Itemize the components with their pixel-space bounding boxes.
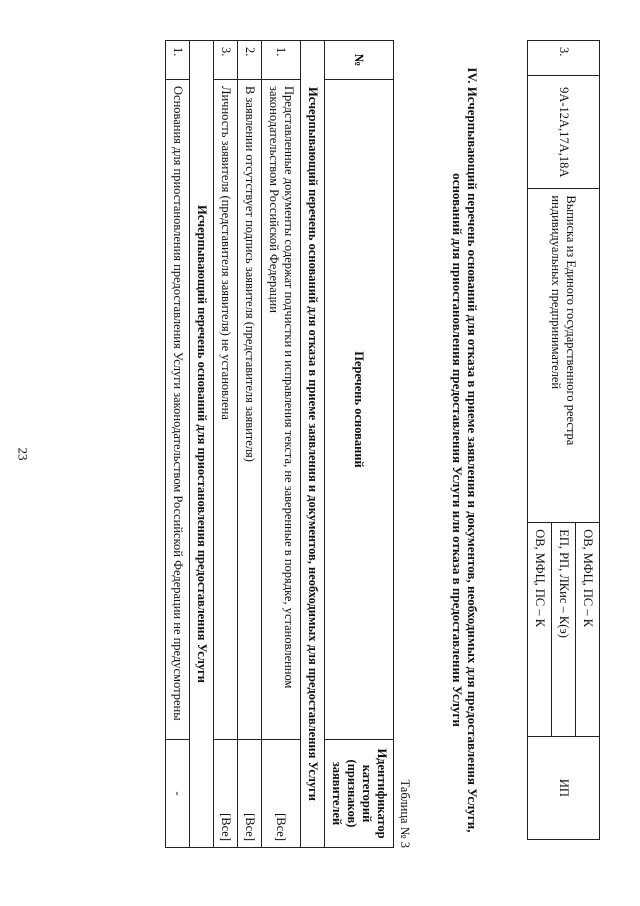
category-identifier: - [166, 740, 190, 848]
table-row [576, 41, 600, 840]
section-row [190, 41, 214, 848]
table-header-row [325, 41, 394, 848]
reason-text: В заявлении отсутствует подпись заявителя (представителя заявителя) [238, 80, 262, 740]
table-row [262, 41, 301, 848]
submission-channel-2: ЕП, РП, ЛКис – К(э) [552, 523, 576, 737]
reason-text: Основания для приостановления предоставления Услуги законодательством Российской Федерации не предусмотрены [166, 80, 190, 740]
header-identifier: Идентификатор категорий (признаков) заявителей [325, 740, 394, 848]
row-number: 3. [214, 41, 238, 80]
section-row [301, 41, 325, 848]
section-title-refusal: Исчерпывающий перечень оснований для отказа в приеме заявления и документов, необходимых для предоставления Услуги [301, 41, 325, 848]
submission-channel-3: ОВ, МФЦ, ПС – К [528, 523, 552, 737]
section-heading: IV. Исчерпывающий перечень оснований для отказа в приеме заявления и документов, необходимых для предоставления Услуги, оснований для приостановления предоставления Услуги или отказа в предоставлении Услуги [450, 67, 480, 833]
category-codes: 9А-12А,17А,18А [528, 76, 600, 189]
row-number: 1. [262, 41, 301, 80]
table-row [238, 41, 262, 848]
category-identifier: [Все] [262, 740, 301, 848]
category-identifier: [Все] [214, 740, 238, 848]
category-identifier: [Все] [238, 740, 262, 848]
header-number: № [325, 41, 394, 80]
reason-text: Представленные документы содержат подчистки и исправления текста, не заверенные в порядке, установленном законодательством Российской Федерации [262, 80, 301, 740]
documents-table-continuation [527, 40, 600, 840]
row-number: 3. [528, 41, 600, 76]
table-row [214, 41, 238, 848]
header-reasons: Перечень оснований [325, 80, 394, 740]
submission-channel-1: ОВ, МФЦ, ПС – К [576, 523, 600, 737]
page-number: 23 [15, 447, 31, 461]
row-number: 2. [238, 41, 262, 80]
result-code: ИП [528, 736, 600, 839]
section-title-suspension: Исчерпывающий перечень оснований для приостановления предоставления Услуги [190, 41, 214, 848]
document-name: Выписка из Единого государственного реестра индивидуальных предпринимателей [528, 189, 600, 523]
reason-text: Личность заявителя (представителя заявителя) не установлена [214, 80, 238, 740]
grounds-table [165, 40, 394, 848]
row-number: 1. [166, 41, 190, 80]
table-label: Таблица № 3 [398, 779, 412, 848]
table-row [166, 41, 190, 848]
